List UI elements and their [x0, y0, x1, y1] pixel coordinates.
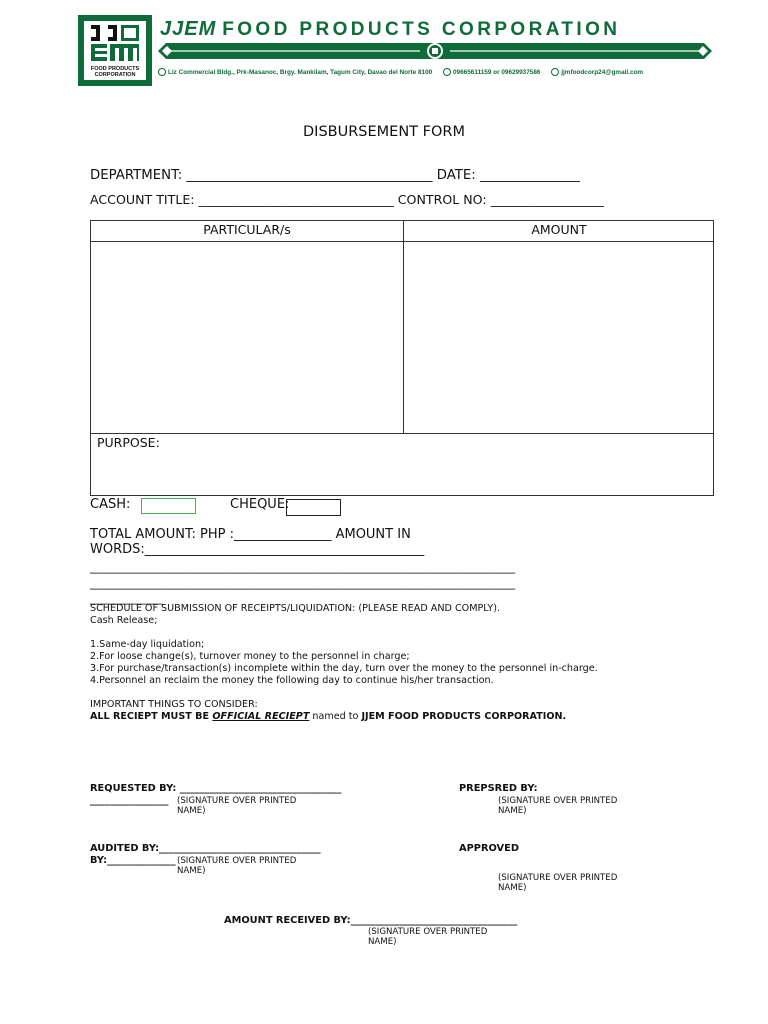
signature-caption-cut: NAME)	[177, 806, 206, 816]
words-rule-1[interactable]: ____________________________________________________________________________	[90, 561, 516, 574]
signature-caption-cut: NAME)	[368, 937, 397, 947]
phone-icon	[443, 68, 451, 76]
signature-caption-cut: NAME)	[177, 866, 206, 876]
company-brand: JJEM	[160, 18, 217, 40]
instruction-item: 1.Same-day liquidation;	[90, 639, 205, 650]
schedule-heading: SCHEDULE OF SUBMISSION OF RECEIPTS/LIQUIDATION: (PLEASE READ AND COMPLY).	[90, 603, 500, 614]
important-heading: IMPORTANT THINGS TO CONSIDER:	[90, 699, 258, 710]
signature-caption: (SIGNATURE OVER PRINTED	[498, 873, 618, 883]
cheque-checkbox[interactable]	[286, 499, 341, 516]
prepared-by-label[interactable]: PREPSRED BY:	[459, 783, 538, 794]
official-receipt-emphasis: OFFICIAL RECIEPT	[212, 711, 310, 722]
purpose-field[interactable]	[92, 453, 712, 493]
address: Liz Commercial Bldg., Prk-Masanoc, Brgy. Mankilam, Tagum City, Davao del Norte 8100	[168, 68, 433, 76]
requested-by-line[interactable]: REQUESTED BY: _________________________________	[90, 783, 342, 794]
email-icon	[551, 68, 559, 76]
phone: 09665611159 or 09629937586	[453, 68, 541, 76]
department-date-line[interactable]: DEPARTMENT: _____________________________________ DATE: _______________	[90, 168, 580, 183]
instruction-item: 2.For loose change(s), turnover money to the personnel in charge;	[90, 651, 410, 662]
instruction-item: 4.Personnel an reclaim the money the following day to continue his/her transaction.	[90, 675, 494, 686]
amount-received-by-line[interactable]: AMOUNT RECEIVED BY:__________________________________	[224, 915, 518, 926]
receipt-rule: ALL RECIEPT MUST BE OFFICIAL RECIEPT named to JJEM FOOD PRODUCTS CORPORATION.	[90, 711, 567, 722]
company-name	[160, 18, 712, 41]
audited-by-line-2[interactable]: BY:______________	[90, 855, 176, 866]
logo-subtext: FOOD PRODUCTS CORPORATION	[90, 66, 140, 78]
amount-in-words-line[interactable]: WORDS:___________________________________________	[90, 542, 425, 557]
words-rule-2[interactable]: ____________________________________________________________________________	[90, 577, 516, 590]
signature-caption: (SIGNATURE OVER PRINTED	[498, 796, 618, 806]
approved-label[interactable]: APPROVED	[459, 843, 519, 854]
amount-cell[interactable]	[404, 242, 713, 432]
signature-caption: (SIGNATURE OVER PRINTED	[368, 927, 488, 937]
amount-header: AMOUNT	[531, 222, 587, 237]
particulars-table	[90, 220, 714, 496]
location-icon	[158, 68, 166, 76]
instruction-item: 3.For purchase/transaction(s) incomplete within the day, turn over the money to the personnel in-charge.	[90, 663, 598, 674]
company-logo	[78, 15, 152, 86]
email: jjmfoodcorp24@gmail.com	[561, 68, 644, 76]
header-band	[158, 42, 712, 60]
cash-checkbox[interactable]	[141, 498, 196, 514]
jjem-logo-icon	[88, 23, 142, 63]
cheque-label: CHEQUE:	[230, 497, 290, 512]
particulars-cell[interactable]	[92, 242, 402, 432]
particulars-header: PARTICULAR/s	[203, 222, 291, 237]
requested-by-line-2[interactable]: ________________	[90, 795, 169, 806]
audited-by-line[interactable]: AUDITED BY:_________________________________	[90, 843, 321, 854]
signature-caption-cut: NAME)	[498, 806, 527, 816]
words-rule-3[interactable]: _____________	[90, 592, 163, 605]
company-name-text: FOOD PRODUCTS CORPORATION	[222, 19, 621, 40]
cash-release: Cash Release;	[90, 615, 158, 626]
total-amount-line[interactable]: TOTAL AMOUNT: PHP :_______________ AMOUNT IN	[90, 527, 411, 542]
account-control-line[interactable]: ACCOUNT TITLE: _______________________________ CONTROL NO: __________________	[90, 192, 604, 207]
purpose-label: PURPOSE:	[97, 435, 160, 450]
instructions	[90, 603, 598, 723]
cash-label: CASH:	[90, 497, 131, 512]
signature-caption: (SIGNATURE OVER PRINTED	[177, 856, 297, 866]
contact-bar	[158, 68, 718, 76]
form-title: DISBURSEMENT FORM	[303, 124, 465, 140]
signature-caption-cut: NAME)	[498, 883, 527, 893]
signature-caption: (SIGNATURE OVER PRINTED	[177, 796, 297, 806]
